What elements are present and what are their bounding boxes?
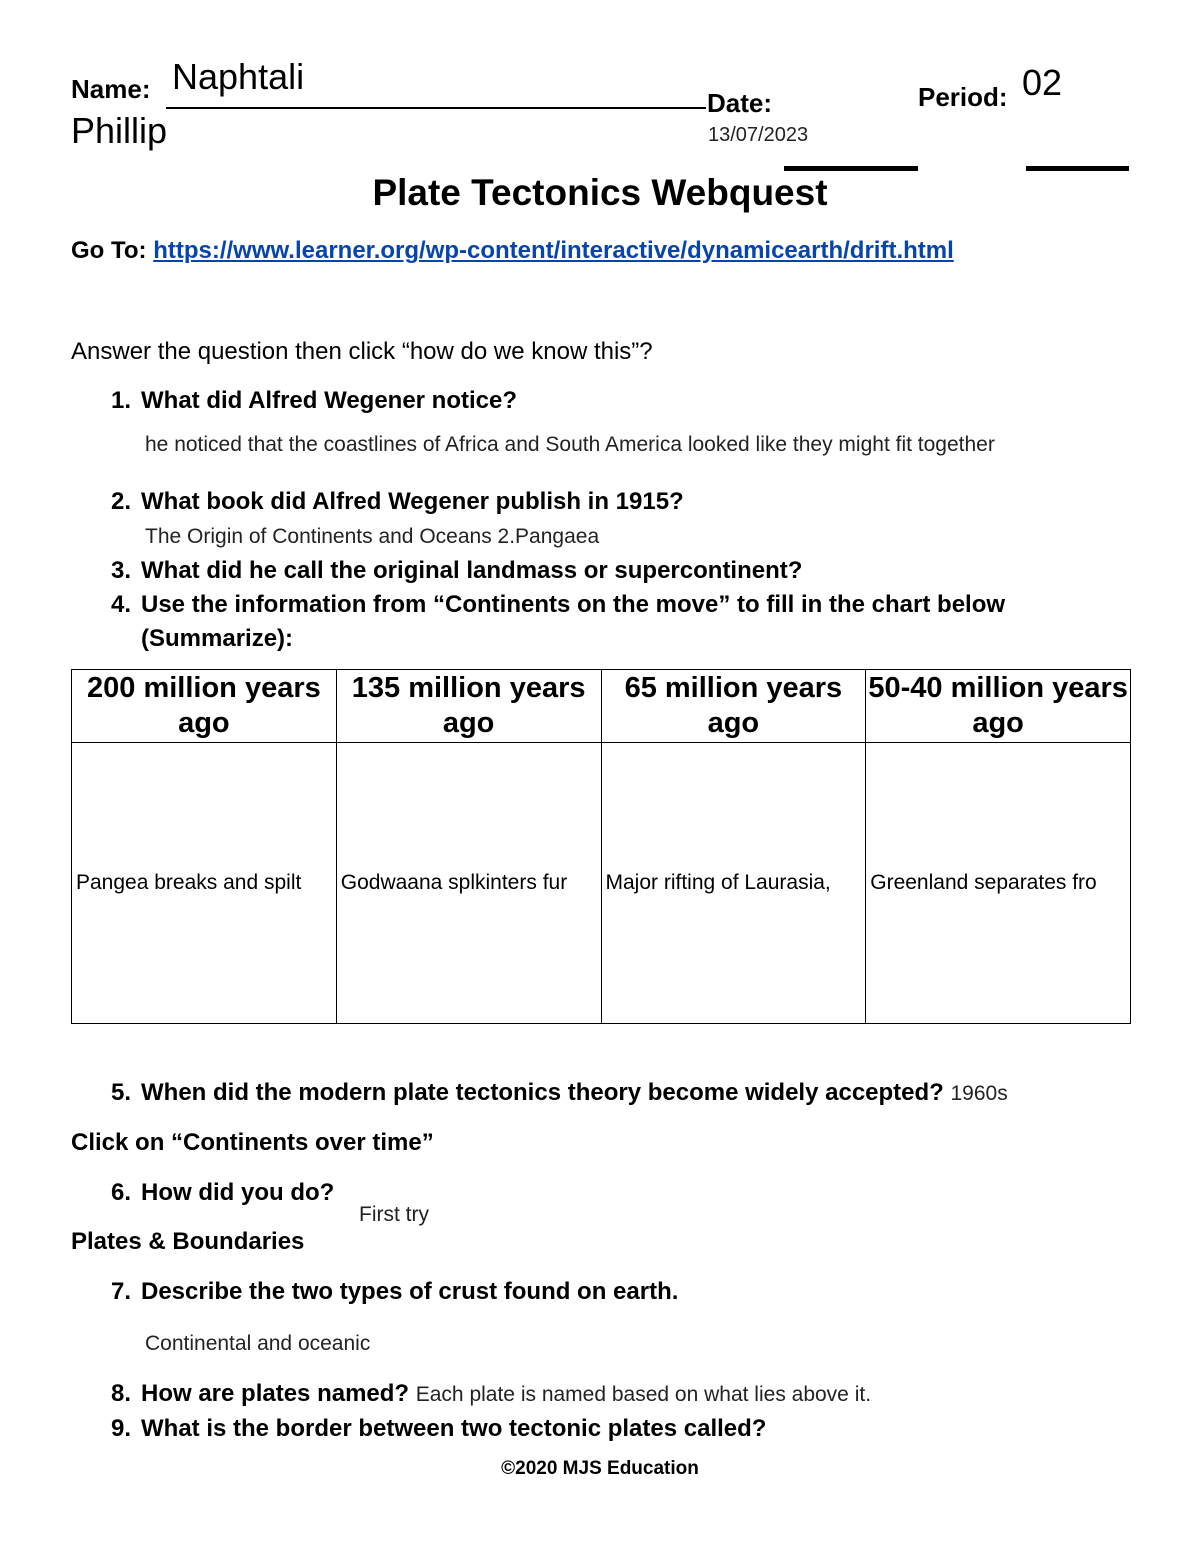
question-7: 7. Describe the two types of crust found on earth. <box>110 1278 679 1305</box>
name-underline <box>166 107 706 109</box>
period-label: Period: <box>918 82 1008 112</box>
answer-1[interactable]: he noticed that the coastlines of Africa and South America looked like they might fit together <box>145 433 995 456</box>
section-continents-over-time: Click on “Continents over time” <box>71 1129 434 1156</box>
date-value[interactable]: 13/07/2023 <box>708 124 809 146</box>
question-8: 8. How are plates named? Each plate is named based on what lies above it. <box>110 1380 872 1407</box>
answer-2[interactable]: The Origin of Continents and Oceans 2.Pangaea <box>145 525 600 548</box>
question-3: 3. What did he call the original landmass or supercontinent? <box>110 557 803 584</box>
goto-label: Go To: <box>71 237 147 264</box>
question-5: 5. When did the modern plate tectonics theory become widely accepted? 1960s <box>110 1079 1008 1106</box>
question-4-continued: (Summarize): <box>141 625 294 652</box>
question-6: 6. How did you do? <box>110 1179 335 1206</box>
chart-answer-row <box>72 743 1131 1024</box>
question-2: 2. What book did Alfred Wegener publish in 1915? <box>110 488 684 515</box>
continents-chart <box>71 669 1131 1024</box>
period-underline <box>1026 166 1129 171</box>
chart-header-65: 65 million years ago <box>601 670 866 743</box>
date-label: Date: <box>707 88 773 118</box>
name-label: Name: <box>71 74 151 104</box>
chart-cell-135[interactable]: Godwaana splkinters fur <box>336 743 601 1024</box>
answer-5[interactable]: 1960s <box>950 1082 1008 1105</box>
section-plates-boundaries: Plates & Boundaries <box>71 1228 305 1255</box>
chart-header-135: 135 million years ago <box>336 670 601 743</box>
date-underline <box>784 166 918 171</box>
chart-header-row <box>72 670 1131 743</box>
name-last-value[interactable]: Phillip <box>71 110 168 151</box>
chart-cell-65[interactable]: Major rifting of Laurasia, <box>601 743 866 1024</box>
instructions: Answer the question then click “how do we know this”? <box>71 338 653 365</box>
chart-cell-50-40[interactable]: Greenland separates fro <box>866 743 1131 1024</box>
question-1: 1. What did Alfred Wegener notice? <box>110 387 518 414</box>
question-4: 4. Use the information from “Continents on the move” to fill in the chart below <box>110 591 1006 618</box>
chart-header-50-40: 50-40 million years ago <box>866 670 1131 743</box>
page-title: Plate Tectonics Webquest <box>372 172 828 213</box>
answer-6[interactable]: First try <box>359 1203 429 1226</box>
question-9: 9. What is the border between two tectonic plates called? <box>110 1415 767 1442</box>
chart-header-200: 200 million years ago <box>72 670 337 743</box>
answer-7[interactable]: Continental and oceanic <box>145 1332 371 1355</box>
name-first-value[interactable]: Naphtali <box>172 56 305 97</box>
footer-copyright: ©2020 MJS Education <box>501 1458 699 1479</box>
answer-8[interactable]: Each plate is named based on what lies above it. <box>415 1383 872 1406</box>
chart-cell-200[interactable]: Pangea breaks and spilt <box>72 743 337 1024</box>
period-value[interactable]: 02 <box>1022 62 1063 103</box>
drift-link[interactable]: https://www.learner.org/wp-content/interactive/dynamicearth/drift.html <box>153 237 954 264</box>
goto-line <box>71 237 954 265</box>
